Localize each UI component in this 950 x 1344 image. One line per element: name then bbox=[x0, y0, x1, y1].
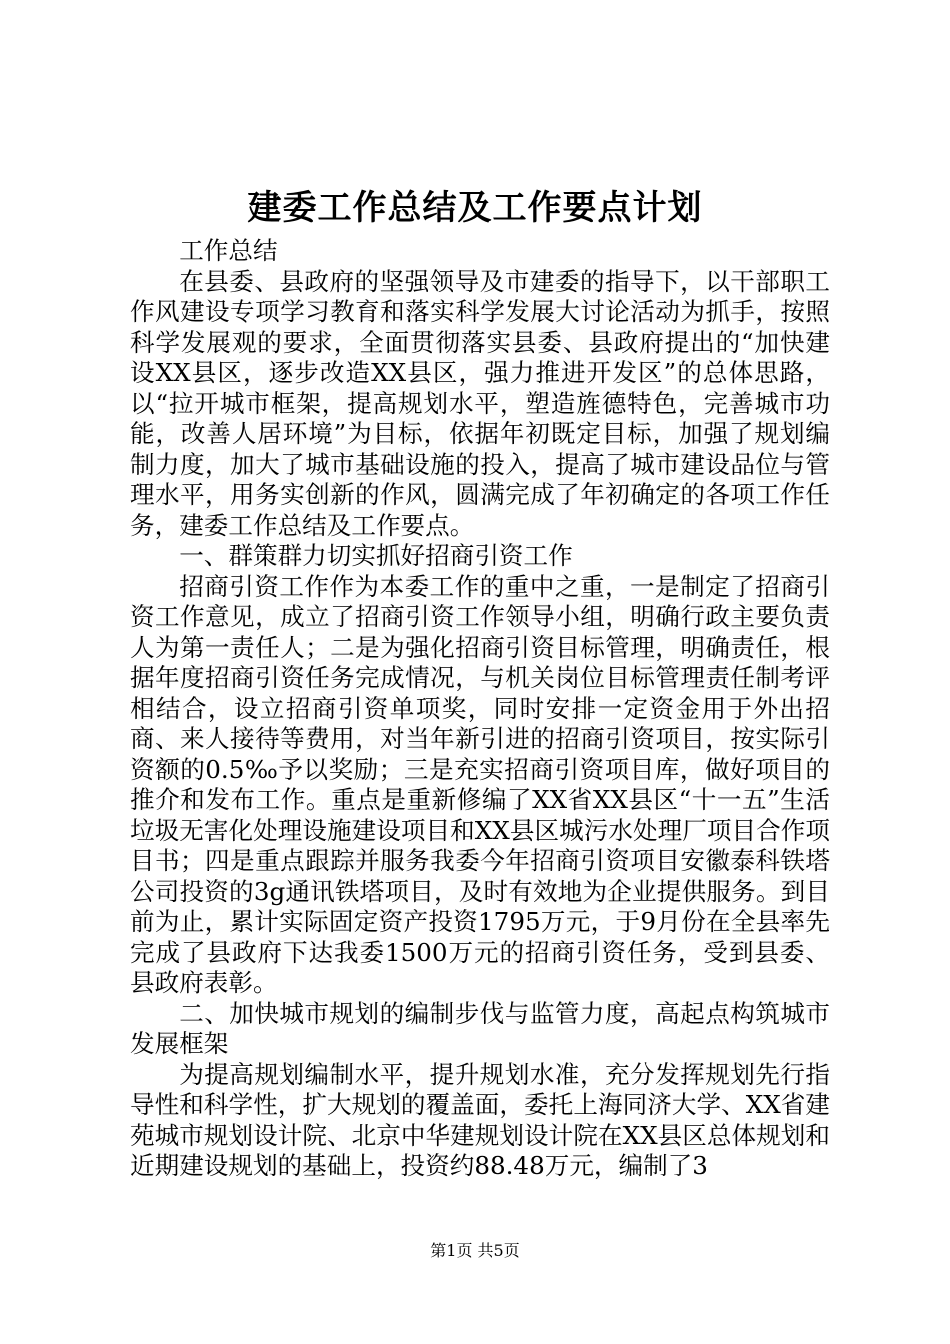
paragraph-intro: 在县委、县政府的坚强领导及市建委的指导下，以干部职工作风建设专项学习教育和落实科学发展大讨论活动为抓手，按照科学发展观的要求，全面贯彻落实县委、县政府提出的“加快建设XX县区，逐步改造XX县区，强力推进开发区”的总体思路，以“拉开城市框架，提高规划水平，塑造旌德特色，完善城市功能，改善人居环境”为目标，依据年初既定目标，加强了规划编制力度，加大了城市基础设施的投入，提高了城市建设品位与管理水平，用务实创新的作风，圆满完成了年初确定的各项工作任务，建委工作总结及工作要点。 bbox=[130, 266, 831, 540]
paragraph-summary-heading: 工作总结 bbox=[179, 236, 278, 265]
paragraph-investment: 招商引资工作作为本委工作的重中之重，一是制定了招商引资工作意见，成立了招商引资工作领导小组，明确行政主要负责人为第一责任人；二是为强化招商引资目标管理，明确责任，根据年度招商引资任务完成情况，与机关岗位目标管理责任制考评相结合，设立招商引资单项奖，同时安排一定资金用于外出招商、来人接待等费用，对当年新引进的招商引资项目，按实际引资额的0.5‰予以奖励；三是充实招商引资项目库，做好项目的推介和发布工作。重点是重新修编了XX省XX县区“十一五”生活垃圾无害化处理设施建设项目和XX县区城污水处理厂项目合作项目书；四是重点跟踪并服务我委今年招商引资项目安徽泰科铁塔公司投资的3g通讯铁塔项目，及时有效地为企业提供服务。到目前为止，累计实际固定资产投资1795万元，于9月份在全县率先完成了县政府下达我委1500万元的招商引资任务，受到县委、县政府表彰。 bbox=[130, 571, 830, 997]
page-number-footer: 第1页 共5页 bbox=[430, 1241, 520, 1260]
document-body bbox=[130, 236, 830, 1182]
section-heading-investment: 一、群策群力切实抓好招商引资工作 bbox=[179, 541, 573, 570]
section-heading-planning: 二、加快城市规划的编制步伐与监管力度，高起点构筑城市发展框架 bbox=[130, 998, 830, 1058]
document-title: 建委工作总结及工作要点计划 bbox=[247, 188, 703, 228]
paragraph-planning: 为提高规划编制水平，提升规划水准，充分发挥规划先行指导性和科学性，扩大规划的覆盖面，委托上海同济大学、XX省建苑城市规划设计院、北京中华建规划设计院在XX县区总体规划和近期建设规划的基础上，投资约88.48万元，编制了3 bbox=[130, 1059, 830, 1180]
